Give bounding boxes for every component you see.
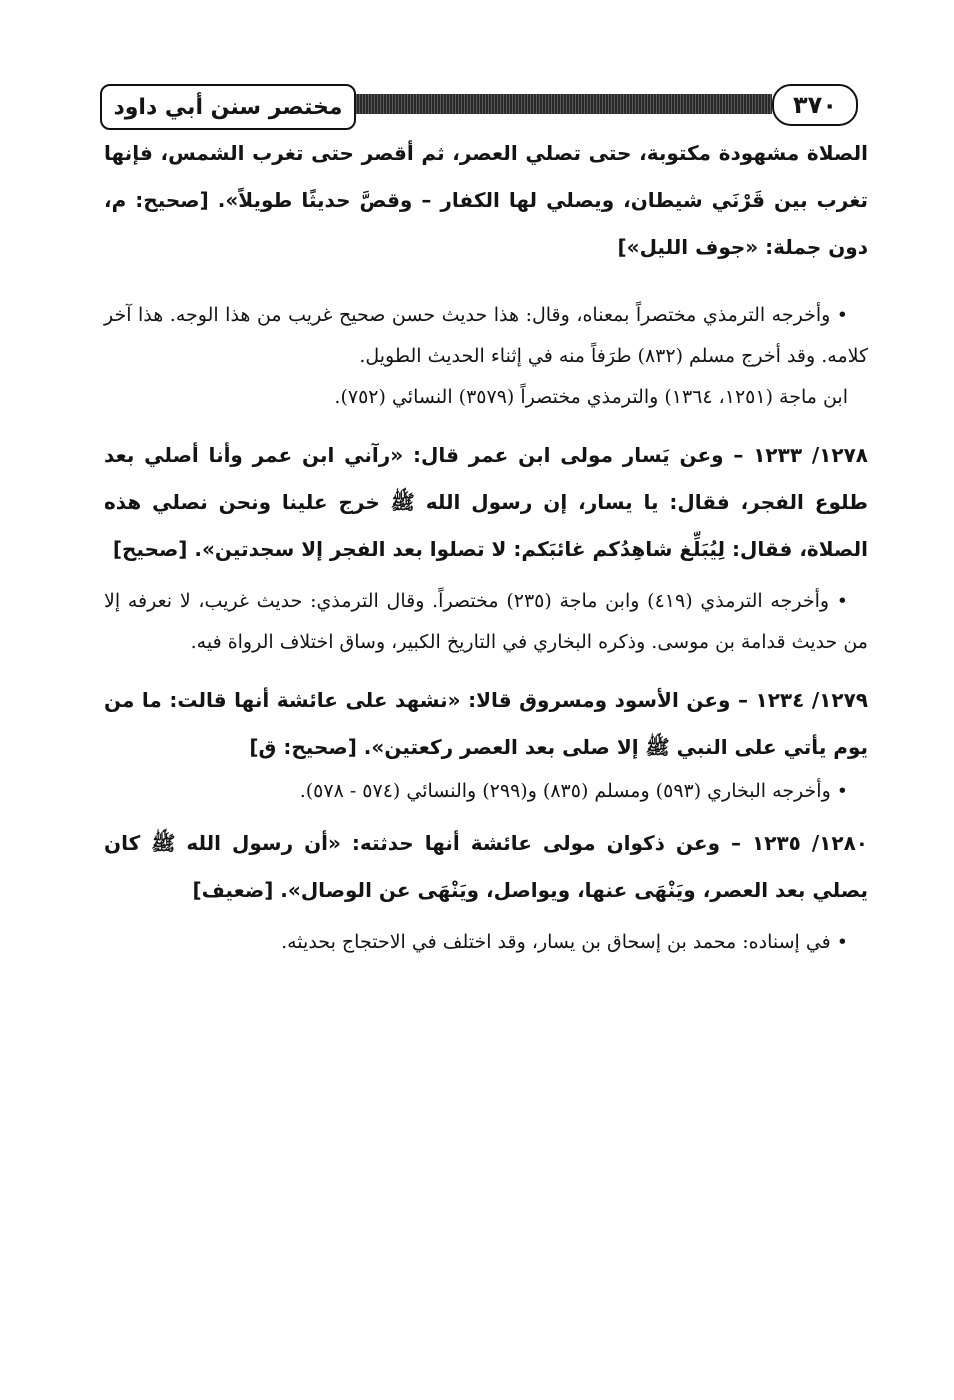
commentary-paragraph: • وأخرجه البخاري (٥٩٣) ومسلم (٨٣٥) و(٢٩٩) والنسائي (٥٧٤ - ٥٧٨).: [299, 780, 848, 802]
hadith-paragraph: ١٢٧٨/ ١٢٣٣ – وعن يَسار مولى ابن عمر قال: «رآني ابن عمر وأنا أصلي بعد طلوع الفجر، فقال: يا يسار، إن رسول الله ﷺ خرج علينا ونحن نصلي هذه الصلاة، فقال: لِيُبَلِّغ شاهِدُكم غائبَكم: لا تصلوا بعد الفجر إلا سجدتين». [صحيح]: [104, 443, 868, 561]
book-title: مختصر سنن أبي داود: [100, 84, 356, 130]
page-number: ٣٧٠: [772, 84, 858, 126]
hadith-paragraph: ١٢٧٩/ ١٢٣٤ – وعن الأسود ومسروق قالا: «نشهد على عائشة أنها قالت: ما من يوم يأتي على النبي ﷺ إلا صلى بعد العصر ركعتين». [صحيح: ق]: [104, 688, 868, 759]
commentary-paragraph: • وأخرجه الترمذي مختصراً بمعناه، وقال: هذا حديث حسن صحيح غريب من هذا الوجه. هذا آخر كلامه. وقد أخرج مسلم (٨٣٢) طرَفاً منه في إثناء الحديث الطويل.: [104, 304, 868, 367]
page-body: [104, 130, 868, 963]
hadith-paragraph: الصلاة مشهودة مكتوبة، حتى تصلي العصر، ثم أقصر حتى تغرب الشمس، فإنها تغرب بين قَرْنَي شيطان، ويصلي لها الكفار – وقصَّ حديثًا طويلاً». [صحيح: م، دون جملة: «جوف الليل»]: [104, 141, 868, 259]
header-decorative-band: [336, 94, 772, 114]
hadith-paragraph: ١٢٨٠/ ١٢٣٥ – وعن ذكوان مولى عائشة أنها حدثته: «أن رسول الله ﷺ كان يصلي بعد العصر، ويَنْهَى عنها، ويواصل، ويَنْهَى عن الوصال». [ضعيف]: [104, 831, 868, 902]
commentary-paragraph: • في إسناده: محمد بن إسحاق بن يسار، وقد اختلف في الاحتجاج بحديثه.: [281, 931, 848, 953]
commentary-paragraph: • وأخرجه الترمذي (٤١٩) وابن ماجة (٢٣٥) مختصراً. وقال الترمذي: حديث غريب، لا نعرفه إلا من حديث قدامة بن موسى. وذكره البخاري في التاريخ الكبير، وساق اختلاف الرواة فيه.: [104, 590, 868, 653]
reference-paragraph: ابن ماجة (١٢٥١، ١٣٦٤) والترمذي مختصراً (٣٥٧٩) النسائي (٧٥٢).: [334, 386, 848, 408]
